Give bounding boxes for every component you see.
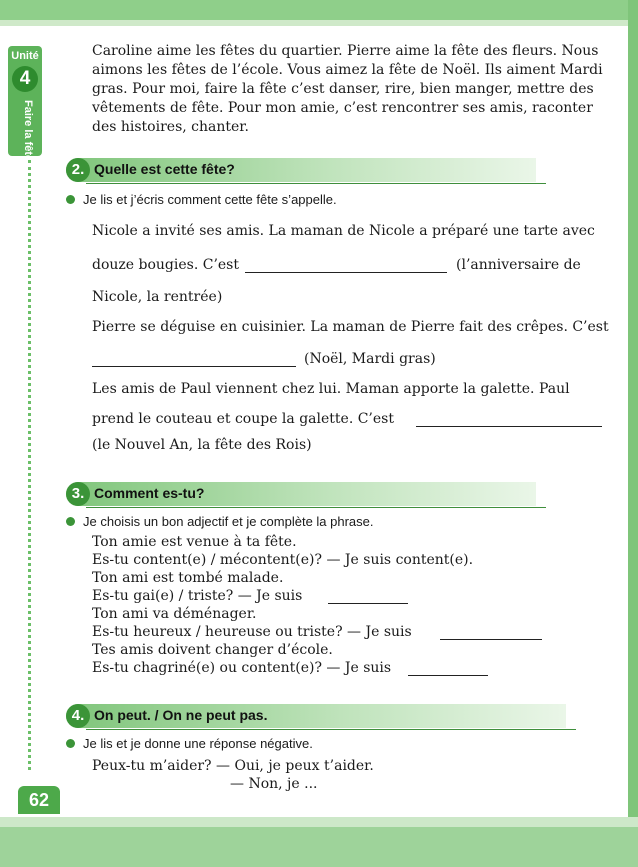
s3-line-7: Tes amis doivent changer d’école. (92, 642, 333, 658)
s3-line-3: Ton ami est tombé malade. (92, 570, 284, 586)
s2-p3-line2: prend le couteau et coupe la galette. C’est (92, 411, 394, 427)
section-3-number: 3. (66, 482, 90, 506)
intro-line-3: gras. Pour moi, faire la fête c’est danser, rire, bien manger, mettre des (92, 81, 594, 97)
section-4-number: 4. (66, 704, 90, 728)
s2-p1-line3: Nicole, la rentrée) (92, 289, 223, 305)
intro-line-4: vêtements de fête. Pour mon amie, c’est rencontrer ses amis, raconter (92, 100, 593, 116)
bullet-icon (66, 739, 75, 748)
intro-line-2: aimons les fêtes de l’école. Vous aimez la fête de Noël. Ils aiment Mardi (92, 62, 603, 78)
section-4-title: On peut. / On ne peut pas. (94, 707, 268, 723)
answer-blank[interactable] (440, 625, 542, 640)
bottom-band (0, 817, 638, 867)
section-4-instruction-text: Je lis et je donne une réponse négative. (83, 736, 313, 751)
answer-blank[interactable] (245, 258, 447, 273)
section-2-number: 2. (66, 158, 90, 182)
s3-line-1: Ton amie est venue à ta fête. (92, 534, 297, 550)
top-band (0, 0, 638, 26)
s2-p3-line1: Les amis de Paul viennent chez lui. Maman apporte la galette. Paul (92, 381, 570, 397)
unit-label: Unité (11, 50, 39, 62)
s3-line-4: Es-tu gai(e) / triste? — Je suis (92, 588, 303, 604)
section-3-header (66, 482, 536, 506)
section-2-header (66, 158, 536, 182)
s3-line-5: Ton ami va déménager. (92, 606, 257, 622)
page-number: 62 (18, 786, 60, 814)
section-3-instruction (66, 514, 374, 529)
s3-line-2: Es-tu content(e) / mécontent(e)? — Je suis content(e). (92, 552, 474, 568)
bullet-icon (66, 517, 75, 526)
section-3-instruction-text: Je choisis un bon adjectif et je complète la phrase. (83, 514, 374, 529)
s2-p3-line3: (le Nouvel An, la fête des Rois) (92, 437, 312, 453)
section-4-instruction (66, 736, 313, 751)
intro-line-1: Caroline aime les fêtes du quartier. Pierre aime la fête des fleurs. Nous (92, 43, 599, 59)
s2-p1-line1: Nicole a invité ses amis. La maman de Nicole a préparé une tarte avec (92, 223, 595, 239)
s3-line-8: Es-tu chagriné(e) ou content(e)? — Je suis (92, 660, 392, 676)
s3-line-6: Es-tu heureux / heureuse ou triste? — Je suis (92, 624, 412, 640)
s2-p2-line2: (Noël, Mardi gras) (304, 351, 436, 367)
answer-blank[interactable] (328, 589, 408, 604)
unit-title: Faire la fête (22, 100, 34, 162)
dotted-margin-line (28, 160, 35, 770)
section-2-instruction-text: Je lis et j’écris comment cette fête s’appelle. (83, 192, 337, 207)
unit-number-badge: 4 (12, 66, 38, 92)
s2-p1-line2b: (l’anniversaire de (456, 257, 581, 273)
section-2-instruction (66, 192, 337, 207)
intro-line-5: des histoires, chanter. (92, 119, 249, 135)
s4-line-1: Peux-tu m’aider? — Oui, je peux t’aider. (92, 758, 374, 774)
answer-blank[interactable] (416, 412, 602, 427)
section-3-title: Comment es-tu? (94, 485, 205, 501)
bullet-icon (66, 195, 75, 204)
s4-line-2: — Non, je ... (230, 776, 318, 792)
s2-p2-line1: Pierre se déguise en cuisinier. La maman de Pierre fait des crêpes. C’est (92, 319, 609, 335)
s2-p1-line2a: douze bougies. C’est (92, 257, 239, 273)
section-2-title: Quelle est cette fête? (94, 161, 235, 177)
answer-blank[interactable] (92, 352, 296, 367)
answer-blank[interactable] (408, 661, 488, 676)
right-edge-strip (628, 0, 638, 867)
section-4-header (66, 704, 566, 728)
